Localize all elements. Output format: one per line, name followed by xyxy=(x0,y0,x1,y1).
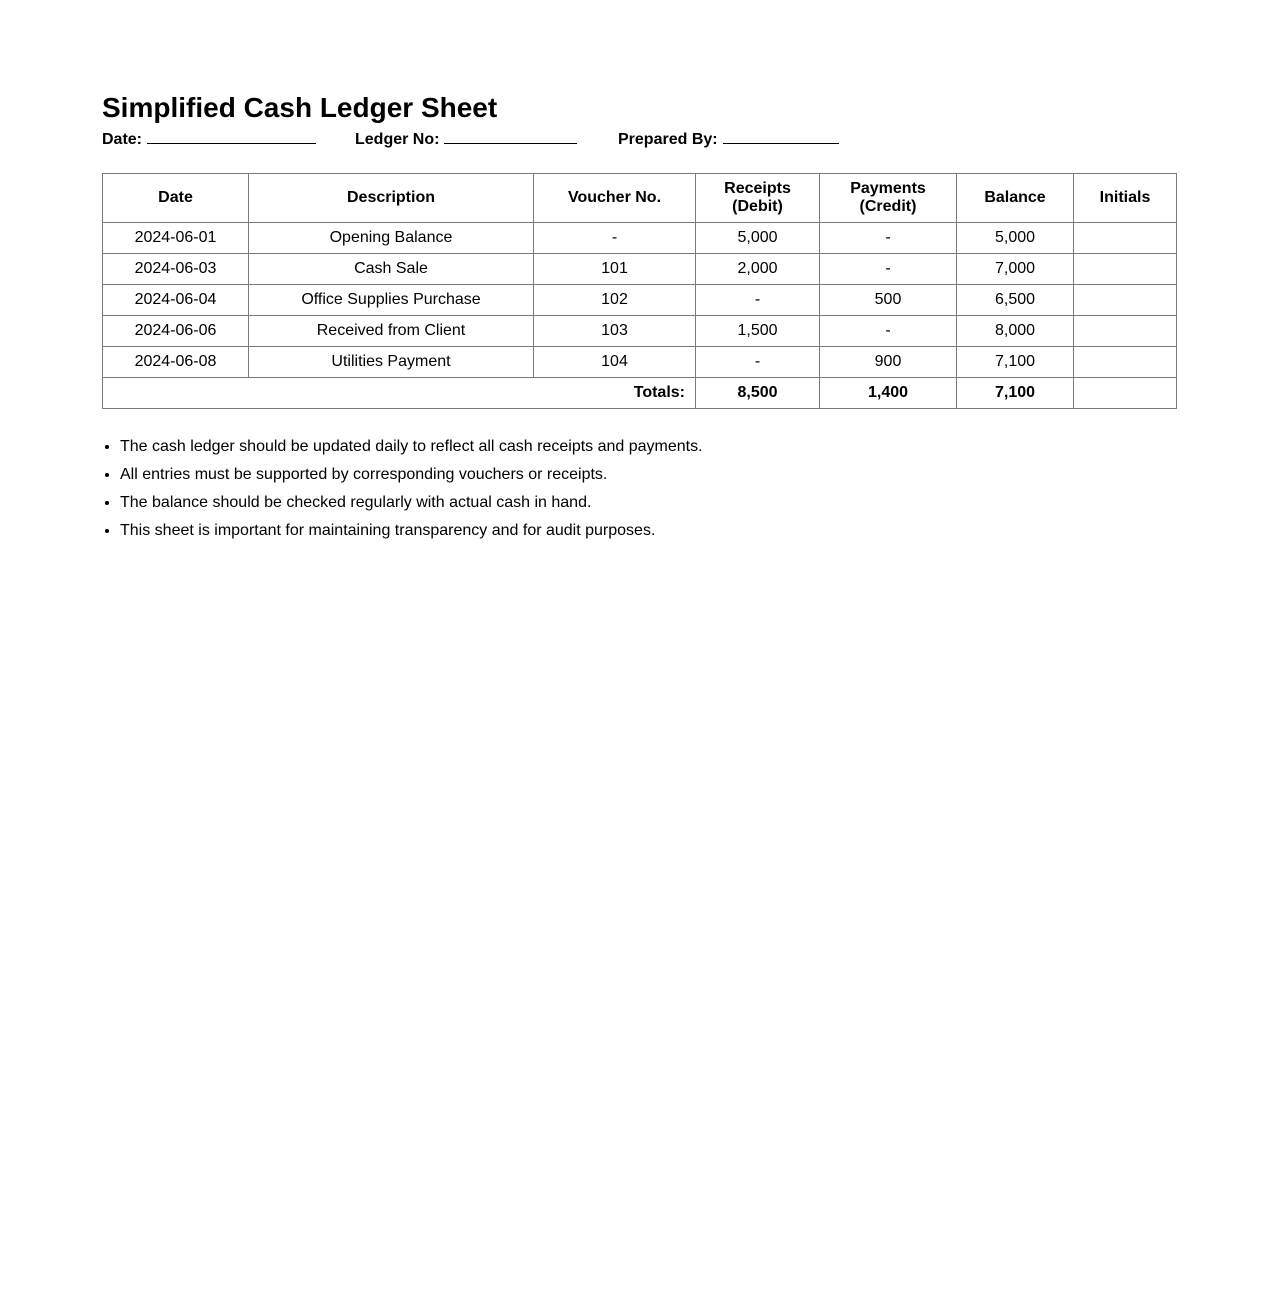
cell-balance: 8,000 xyxy=(957,316,1074,347)
cell-voucher-no: 104 xyxy=(534,347,696,378)
ledger-number-blank-line xyxy=(444,129,577,144)
cell-balance: 5,000 xyxy=(957,223,1074,254)
cell-description: Opening Balance xyxy=(249,223,534,254)
note-item: • All entries must be supported by corresponding vouchers or receipts. xyxy=(120,461,1020,489)
prepared-by-label: Prepared By: xyxy=(618,131,718,148)
cash-ledger-table xyxy=(102,173,1177,409)
cell-date: 2024-06-04 xyxy=(103,285,249,316)
table-header-row xyxy=(103,174,1177,223)
prepared-by-blank-line xyxy=(723,129,839,144)
header-voucher-no: Voucher No. xyxy=(534,174,696,223)
total-payments: 1,400 xyxy=(820,378,957,409)
header-payments xyxy=(820,174,957,223)
date-field xyxy=(102,129,316,149)
cell-payments: 900 xyxy=(820,347,957,378)
totals-label: Totals: xyxy=(103,378,696,409)
header-receipts-line2: (Debit) xyxy=(732,198,783,215)
cell-date: 2024-06-03 xyxy=(103,254,249,285)
table-row xyxy=(103,254,1177,285)
cell-balance: 7,100 xyxy=(957,347,1074,378)
note-item: • The balance should be checked regularly with actual cash in hand. xyxy=(120,489,1020,517)
cell-date: 2024-06-06 xyxy=(103,316,249,347)
table-row xyxy=(103,347,1177,378)
date-field-label: Date: xyxy=(102,131,143,148)
note-item: • This sheet is important for maintaining transparency and for audit purposes. xyxy=(120,517,1020,545)
cell-balance: 7,000 xyxy=(957,254,1074,285)
cell-initials[interactable] xyxy=(1074,285,1177,316)
date-blank-line xyxy=(147,129,316,144)
header-payments-line2: (Credit) xyxy=(859,198,917,215)
cell-initials[interactable] xyxy=(1074,316,1177,347)
cell-description: Utilities Payment xyxy=(249,347,534,378)
cell-description: Cash Sale xyxy=(249,254,534,285)
cell-receipts: 5,000 xyxy=(696,223,820,254)
notes-list xyxy=(102,433,1020,545)
totals-row xyxy=(103,378,1177,409)
cell-voucher-no: 102 xyxy=(534,285,696,316)
cell-payments: - xyxy=(820,254,957,285)
ledger-number-label: Ledger No: xyxy=(355,131,440,148)
cell-payments: 500 xyxy=(820,285,957,316)
cell-initials[interactable] xyxy=(1074,223,1177,254)
header-receipts xyxy=(696,174,820,223)
cell-date: 2024-06-08 xyxy=(103,347,249,378)
cell-voucher-no: 101 xyxy=(534,254,696,285)
table-row xyxy=(103,285,1177,316)
cell-payments: - xyxy=(820,223,957,254)
header-date: Date xyxy=(103,174,249,223)
header-description: Description xyxy=(249,174,534,223)
cell-initials[interactable] xyxy=(1074,254,1177,285)
cell-initials[interactable] xyxy=(1074,347,1177,378)
page-title: Simplified Cash Ledger Sheet xyxy=(102,92,498,123)
total-balance: 7,100 xyxy=(957,378,1074,409)
cell-payments: - xyxy=(820,316,957,347)
cell-balance: 6,500 xyxy=(957,285,1074,316)
prepared-by-field xyxy=(618,129,839,149)
cell-receipts: - xyxy=(696,285,820,316)
header-payments-line1: Payments xyxy=(850,180,926,197)
cell-receipts: 2,000 xyxy=(696,254,820,285)
table-row xyxy=(103,223,1177,254)
header-balance: Balance xyxy=(957,174,1074,223)
cell-voucher-no: - xyxy=(534,223,696,254)
ledger-number-field xyxy=(355,129,577,149)
cell-voucher-no: 103 xyxy=(534,316,696,347)
cell-description: Office Supplies Purchase xyxy=(249,285,534,316)
cell-description: Received from Client xyxy=(249,316,534,347)
header-initials: Initials xyxy=(1074,174,1177,223)
total-receipts: 8,500 xyxy=(696,378,820,409)
cell-date: 2024-06-01 xyxy=(103,223,249,254)
note-item: • The cash ledger should be updated daily to reflect all cash receipts and payments. xyxy=(120,433,1020,461)
cell-receipts: 1,500 xyxy=(696,316,820,347)
cell-receipts: - xyxy=(696,347,820,378)
table-row xyxy=(103,316,1177,347)
total-initials[interactable] xyxy=(1074,378,1177,409)
header-receipts-line1: Receipts xyxy=(724,180,791,197)
